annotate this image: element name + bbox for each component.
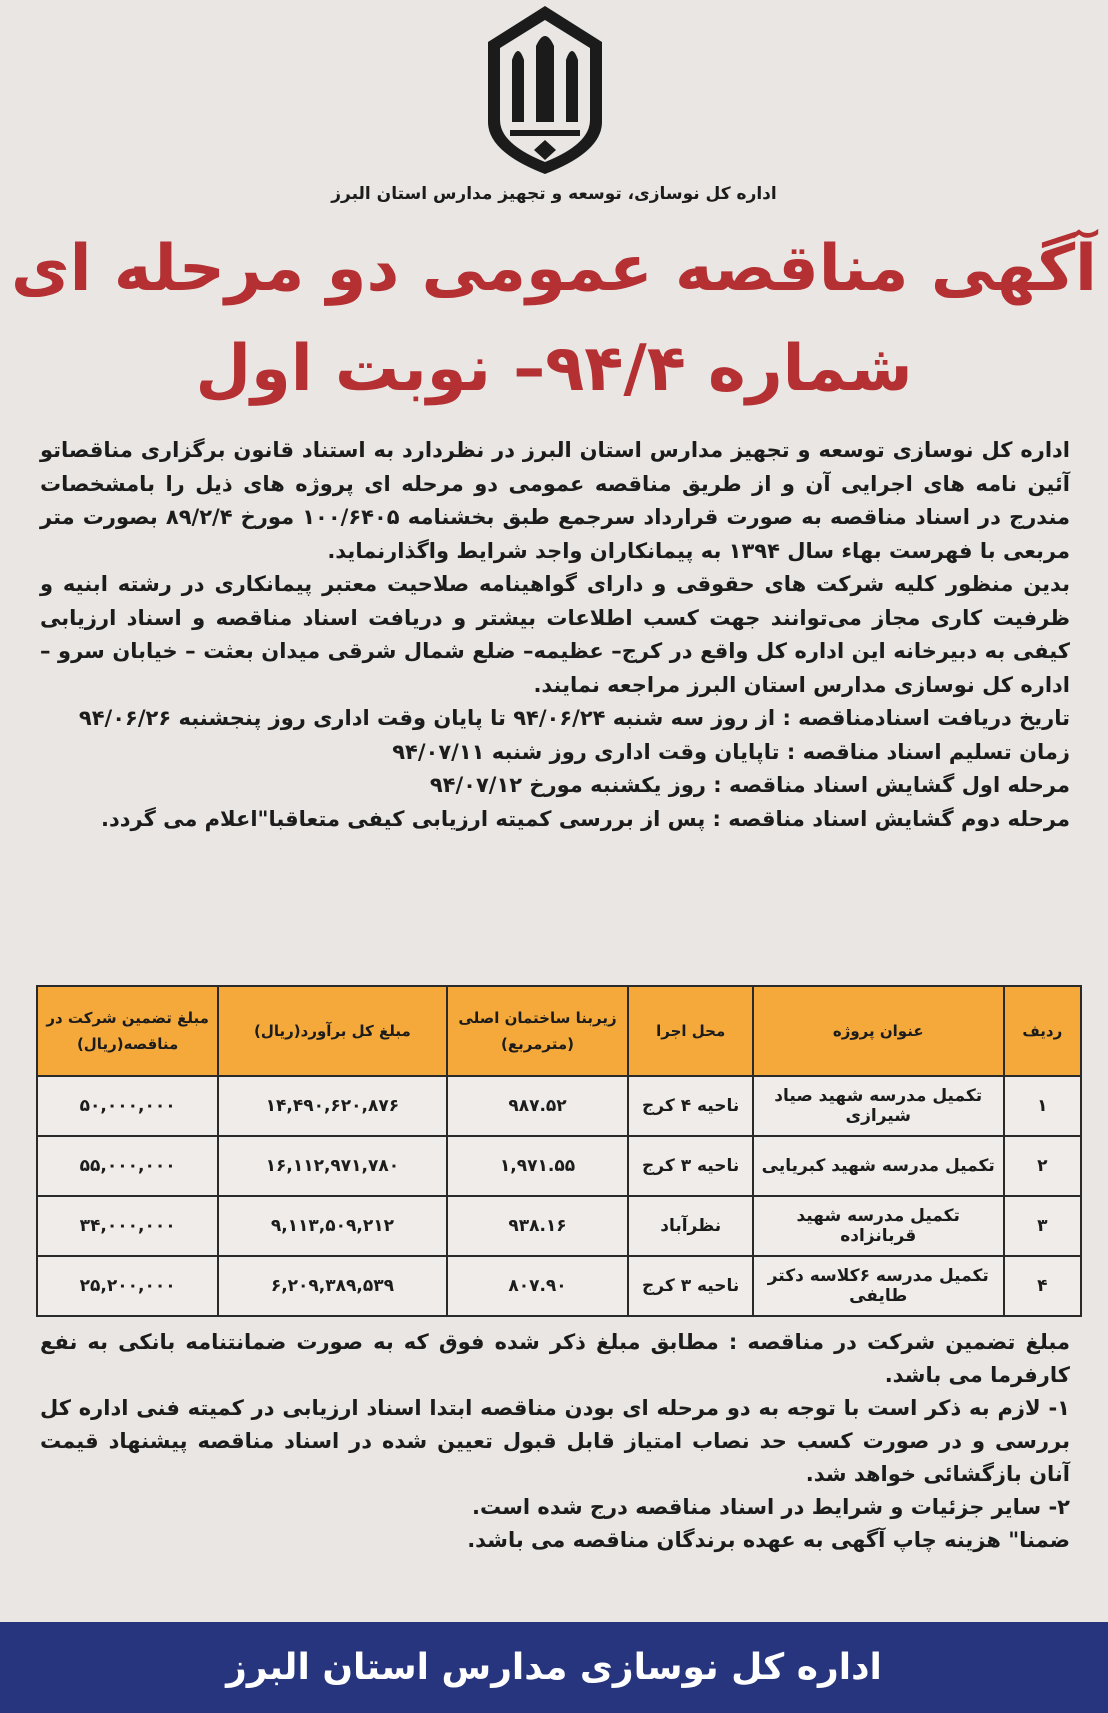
intro-paragraph: اداره کل نوسازی توسعه و تجهیز مدارس استان البرز در نظردارد به استناد قانون برگزاری مناقصاتو آئین نامه های اجرایی آن و از طریق مناقصه عمومی دو مرحله ای پروژه های ذیل را بامشخصات مندرج در اسناد مناقصه به صورت قرارداد سرجمع طبق بخشنامه ۱۰۰/۶۴۰۵ مورخ ۸۹/۲/۴ بصورت متر مربعی با فهرست بهاء سال ۱۳۹۴ به پیمانکاران واجد شرایط واگذارنماید. [40, 438, 1071, 563]
print-cost-note: ضمنا" هزینه چاپ آگهی به عهده برندگان مناقصه می باشد. [467, 1528, 1070, 1552]
receive-documents-date: تاریخ دریافت اسنادمناقصه : از روز سه شنبه ۹۴/۰۶/۲۴ تا پایان وقت اداری روز پنجشنبه ۹۴/۰۶/۲۶ [78, 706, 1070, 730]
cell-estimate: ۹,۱۱۳,۵۰۹,۲۱۲ [218, 1196, 446, 1256]
cell-estimate: ۱۶,۱۱۲,۹۷۱,۷۸۰ [218, 1136, 446, 1196]
cell-location: ناحیه ۴ کرج [628, 1076, 752, 1136]
table-row [37, 1076, 1081, 1136]
cell-title: تکمیل مدرسه ۶کلاسه دکتر طایفی [753, 1256, 1004, 1316]
footer-banner: اداره کل نوسازی مدارس استان البرز [0, 1622, 1108, 1713]
cell-location: ناحیه ۳ کرج [628, 1256, 752, 1316]
header-guarantee: مبلغ تضمین شرکت در مناقصه(ریال) [37, 986, 218, 1076]
cell-area: ۱,۹۷۱.۵۵ [447, 1136, 629, 1196]
cell-index: ۱ [1004, 1076, 1081, 1136]
notice-number: شماره ۹۴/۴– نوبت اول [195, 332, 913, 406]
cell-area: ۹۸۷.۵۲ [447, 1076, 629, 1136]
header-location: محل اجرا [628, 986, 752, 1076]
cell-guarantee: ۵۰,۰۰۰,۰۰۰ [37, 1076, 218, 1136]
cell-title: تکمیل مدرسه شهید قربانزاده [753, 1196, 1004, 1256]
header-area: زیربنا ساختمان اصلی (مترمربع) [447, 986, 629, 1076]
cell-title: تکمیل مدرسه شهید صیاد شیرازی [753, 1076, 1004, 1136]
organization-logo-icon [474, 2, 616, 178]
cell-guarantee: ۲۵,۲۰۰,۰۰۰ [37, 1256, 218, 1316]
table-header-row [37, 986, 1081, 1076]
cell-area: ۹۳۸.۱۶ [447, 1196, 629, 1256]
note-one: ۱- لازم به ذکر است با توجه به دو مرحله ای بودن مناقصه ابتدا اسناد ارزیابی در کمیته فنی اداره کل بررسی و در صورت کسب حد نصاب امتیاز قابل قبول تعیین شده در اسناد مناقصه پیشنهاد قیمت آنان بازگشائی خواهد شد. [40, 1396, 1070, 1486]
notice-body [40, 434, 1070, 836]
table-row [37, 1256, 1081, 1316]
cell-location: ناحیه ۳ کرج [628, 1136, 752, 1196]
eligibility-paragraph: بدین منظور کلیه شرکت های حقوقی و دارای گواهینامه صلاحیت معتبر پیمانکاری در رشته ابنیه و ظرفیت کاری مجاز می‌توانند جهت کسب اطلاعات بیشتر و دریافت اسناد مناقصه و اسناد ارزیابی کیفی به دبیرخانه این اداره کل واقع در کرج– عظیمه– ضلع شمال شرقی میدان بعثت – خیابان سرو – اداره کل نوسازی مدارس استان البرز مراجعه نمایند. [40, 572, 1070, 697]
cell-area: ۸۰۷.۹۰ [447, 1256, 629, 1316]
notice-footnotes [40, 1326, 1070, 1557]
cell-estimate: ۶,۲۰۹,۳۸۹,۵۳۹ [218, 1256, 446, 1316]
cell-estimate: ۱۴,۴۹۰,۶۲۰,۸۷۶ [218, 1076, 446, 1136]
table-row [37, 1136, 1081, 1196]
submit-documents-date: زمان تسلیم اسناد مناقصه : تاپایان وقت اداری روز شنبه ۹۴/۰۷/۱۱ [392, 739, 1070, 764]
cell-guarantee: ۳۴,۰۰۰,۰۰۰ [37, 1196, 218, 1256]
cell-title: تکمیل مدرسه شهید کبریایی [753, 1136, 1004, 1196]
header-index: ردیف [1004, 986, 1081, 1076]
cell-guarantee: ۵۵,۰۰۰,۰۰۰ [37, 1136, 218, 1196]
cell-location: نظرآباد [628, 1196, 752, 1256]
note-two: ۲- سایر جزئیات و شرایط در اسناد مناقصه درج شده است. [472, 1495, 1070, 1519]
cell-index: ۲ [1004, 1136, 1081, 1196]
header-title: عنوان پروژه [753, 986, 1004, 1076]
cell-index: ۳ [1004, 1196, 1081, 1256]
opening-stage-two: مرحله دوم گشایش اسناد مناقصه : پس از بررسی کمیته ارزیابی کیفی متعاقبا"اعلام می گردد. [100, 806, 1070, 831]
opening-stage-one: مرحله اول گشایش اسناد مناقصه : روز یکشنبه مورخ ۹۴/۰۷/۱۲ [429, 773, 1070, 797]
cell-index: ۴ [1004, 1256, 1081, 1316]
table-row [37, 1196, 1081, 1256]
guarantee-note: مبلغ تضمین شرکت در مناقصه : مطابق مبلغ ذکر شده فوق که به صورت ضمانتنامه بانکی به نفع کارفرما می باشد. [40, 1330, 1070, 1387]
notice-title: آگهی مناقصه عمومی دو مرحله ای [11, 232, 1097, 306]
projects-table [36, 985, 1082, 1317]
organization-name: اداره کل نوسازی، توسعه و تجهیز مدارس استان البرز [331, 184, 777, 204]
header-estimate: مبلغ کل برآورد(ریال) [218, 986, 446, 1076]
